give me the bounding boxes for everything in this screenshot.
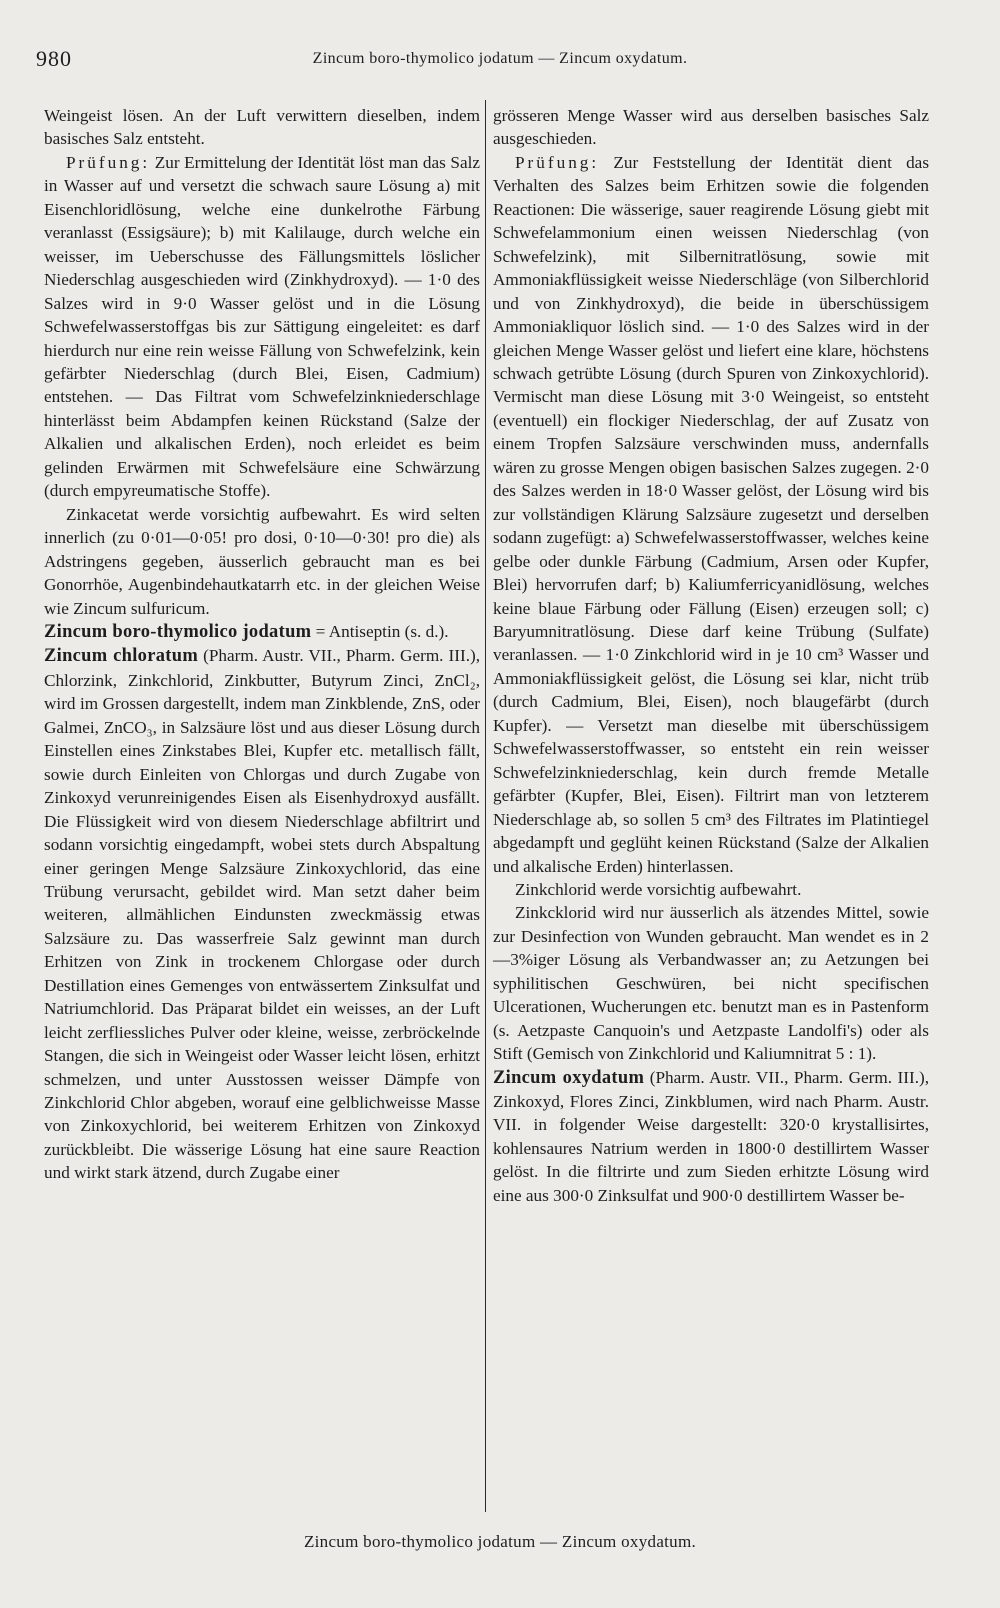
left-column [44, 104, 480, 1185]
page-number: 980 [36, 46, 72, 71]
entry-text: = Antiseptin (s. d.). [315, 621, 449, 641]
paragraph: Zinkchlorid werde vorsichtig aufbewahrt. [515, 879, 802, 899]
entry-text: (Pharm. Austr. VII., Pharm. Germ. III.), Zinkoxyd, Flores Zinci, Zinkblumen, wird nach Pharm. Austr. VII. in folgender Weise dargestellt: 320·0 krystallisirtes, kohlensaures Natrium werden in 1800·0 destillirtem Wasser gelöst. In die filtrirte und zum Sieden erhitzte Lösung wird eine aus 300·0 Zinksulfat und 900·0 destillirtem Wasser be- [493, 1067, 930, 1205]
paragraph-text: Zur Feststellung der Identität dient das Verhalten des Salzes beim Erhitzen sowie die folgenden Reactionen: Die wässerige, sauer reagirende Lösung giebt mit Schwefelammonium einen weissen Niederschlag (von Schwefelzink), mit Silbernitratlösung, sowie mit Ammoniakflüssigkeit weisse Niederschläge (von Silberchlorid und von Zinkhydroxyd), die beide in überschüssigem Ammoniakliquor löslich sind. — 1·0 des Salzes wird in der gleichen Menge Wasser gelöst und liefert eine klare, höchstens schwach getrübte Lösung (durch Spuren von Zinkoxychlorid). Vermischt man diese Lösung mit 3·0 Weingeist, so entsteht (eventuell) ein flockiger Niederschlag, der auf Zusatz von einem Tropfen Salzsäure verschwinden muss, andernfalls wären zu grosse Mengen obigen basischen Salzes zugegen. 2·0 des Salzes werden in 18·0 Wasser gelöst, der Lösung wird bis zur vollständigen Klärung Salzsäure zugesetzt und derselben sodann zugefügt: a) Schwefelwasserstoffwasser, welches keine gelbe oder dunkle Färbung (Cadmium, Arsen oder Kupfer, Blei) hervorrufen darf; b) Kaliumferricyanidlösung, welches keine blaue Färbung oder Fällung (Eisen) erzeugen soll; c) Baryumnitratlösung. Diese darf keine Trübung (Sulfate) veranlassen. — 1·0 Zinkchlorid wird in je 10 cm³ Wasser und Ammoniakflüssigkeit gelöst, die Lösung sei klar, nicht trüb (durch Cadmium, Blei, Eisen), noch blaugefärbt (durch Kupfer). — Versetzt man dieselbe mit überschüssigem Schwefelwasserstoffwasser, so entsteht ein rein weisser Schwefelzinkniederschlag, kein durch fremde Metalle gefärbter (Kupfer, Blei, Eisen). Filtrirt man von letzterem Niederschlage ab, so sollen 5 cm³ des Filtrates im Platintiegel abgedampft und geglüht keinen Rückstand (Salze der Alkalien und alkalische Erden) hinterlassen. [493, 152, 930, 876]
paragraph: grösseren Menge Wasser wird aus derselben basisches Salz ausgeschieden. [493, 106, 929, 149]
column-divider [485, 100, 486, 1512]
entry-zincum-boro-thymolico [44, 620, 480, 644]
paragraph-pruefung [44, 151, 480, 503]
paragraph: Zinkcklorid wird nur äusserlich als ätzendes Mittel, sowie zur Desinfection von Wunden gebraucht. Man wendet es in 2—3%iger Lösung als Verbandwasser an; zu Aetzungen bei syphilitischen Geschwüren, bei nicht specifischen Ulcerationen, Wucherungen etc. benutzt man es in Pastenform (s. Aetzpaste Canquoin's und Aetzpaste Landolfi's) oder als Stift (Gemisch von Zinkchlorid und Kaliumnitrat 5 : 1). [493, 903, 929, 1064]
page-footer: Zincum boro-thymolico jodatum — Zincum oxydatum. [303, 1532, 697, 1551]
pruefung-lead: Prüfung: [66, 152, 151, 172]
right-column [493, 104, 929, 1207]
paragraph-text: Zur Ermittelung der Identität löst man das Salz in Wasser auf und versetzt die schwach saure Lösung a) mit Eisenchloridlösung, welche eine dunkelrothe Färbung veranlasst (Essigsäure); b) mit Kalilauge, durch welche ein weisser, im Ueberschusse des Fällungsmittels löslicher Niederschlag ausgeschieden wird (Zinkhydroxyd). — 1·0 des Salzes wird in 9·0 Wasser gelöst und in die Lösung Schwefelwasserstoffgas bis zur Sättigung eingeleitet: es darf hierdurch nur eine rein weisse Fällung von Schwefelzink, kein gefärbter Niederschlag (durch Blei, Eisen, Cadmium) entstehen. — Das Filtrat vom Schwefelzinkniederschlage hinterlässt beim Abdampfen keinen Rückstand (Salze der Alkalien und alkalischen Erden), noch erleidet es beim gelinden Erwärmen mit Schwefelsäure eine Schwärzung (durch empyreumatische Stoffe). [44, 152, 481, 501]
pruefung-lead: Prüfung: [515, 152, 600, 172]
entry-text: (Pharm. Austr. VII., Pharm. Germ. III.), Chlorzink, Zinkchlorid, Zinkbutter, Butyrum Zinci, ZnCl₂, wird im Grossen dargestellt, indem man Zinkblende, ZnS, oder Galmei, ZnCO₃, in Salzsäure löst und aus dieser Lösung durch Einstellen eines Zinkstabes Blei, Kupfer etc. metallisch fällt, sowie durch Einleiten von Chlorgas und durch Zugabe von Zinkoxyd verunreinigendes Eisen als Eisenhydroxyd ausfällt. Die Flüssigkeit wird von diesem Niederschlage abfiltrirt und sodann vorsichtig eingedampft, wobei stets durch Abspaltung einer geringen Menge Salzsäure Zinkoxychlorid, das eine Trübung verursacht, gebildet wird. Man setzt daher beim weiteren, allmählichen Eindunsten zweckmässig etwas Salzsäure zu. Das wasserfreie Salz gewinnt man durch Erhitzen von Zink in trockenem Chlorgase oder durch Destillation eines Gemenges von entwässertem Zinksulfat und Natriumchlorid. Das Präparat bildet ein weisses, an der Luft leicht zerfliessliches Pulver oder kleine, weisse, zerbröckelnde Stangen, die sich in Weingeist oder Wasser leicht lösen, erhitzt schmelzen, und unter Ausstossen weisser Dämpfe von Zinkchlorid Chlor abgeben, worauf eine gelblichweisse Masse von Zinkoxychlorid, bei weiterem Erhitzen von Zinkoxyd zurückbleibt. Die wässerige Lösung hat eine saure Reaction und wirkt stark ätzend, durch Zugabe einer [44, 646, 481, 1183]
page-header [36, 46, 964, 78]
entry-headword: Zincum chloratum [44, 646, 199, 667]
paragraph: Weingeist lösen. An der Luft verwittern dieselben, indem basisches Salz entsteht. [44, 106, 480, 149]
entry-zincum-chloratum [44, 644, 480, 1184]
entry-headword: Zincum boro-thymolico jodatum [44, 621, 312, 642]
running-title: Zincum boro-thymolico jodatum — Zincum oxydatum. [312, 50, 688, 67]
paragraph: Zinkacetat werde vorsichtig aufbewahrt. Es wird selten innerlich (zu 0·01—0·05! pro dosi, 0·10—0·30! pro die) als Adstringens gegeben, äusserlich gebraucht man es bei Gonorrhöe, Augenbindehautkatarrh etc. in der gleichen Weise wie Zincum sulfuricum. [44, 504, 480, 618]
entry-zincum-oxydatum [493, 1066, 929, 1208]
paragraph-pruefung [493, 151, 929, 878]
entry-headword: Zincum oxydatum [493, 1067, 645, 1088]
